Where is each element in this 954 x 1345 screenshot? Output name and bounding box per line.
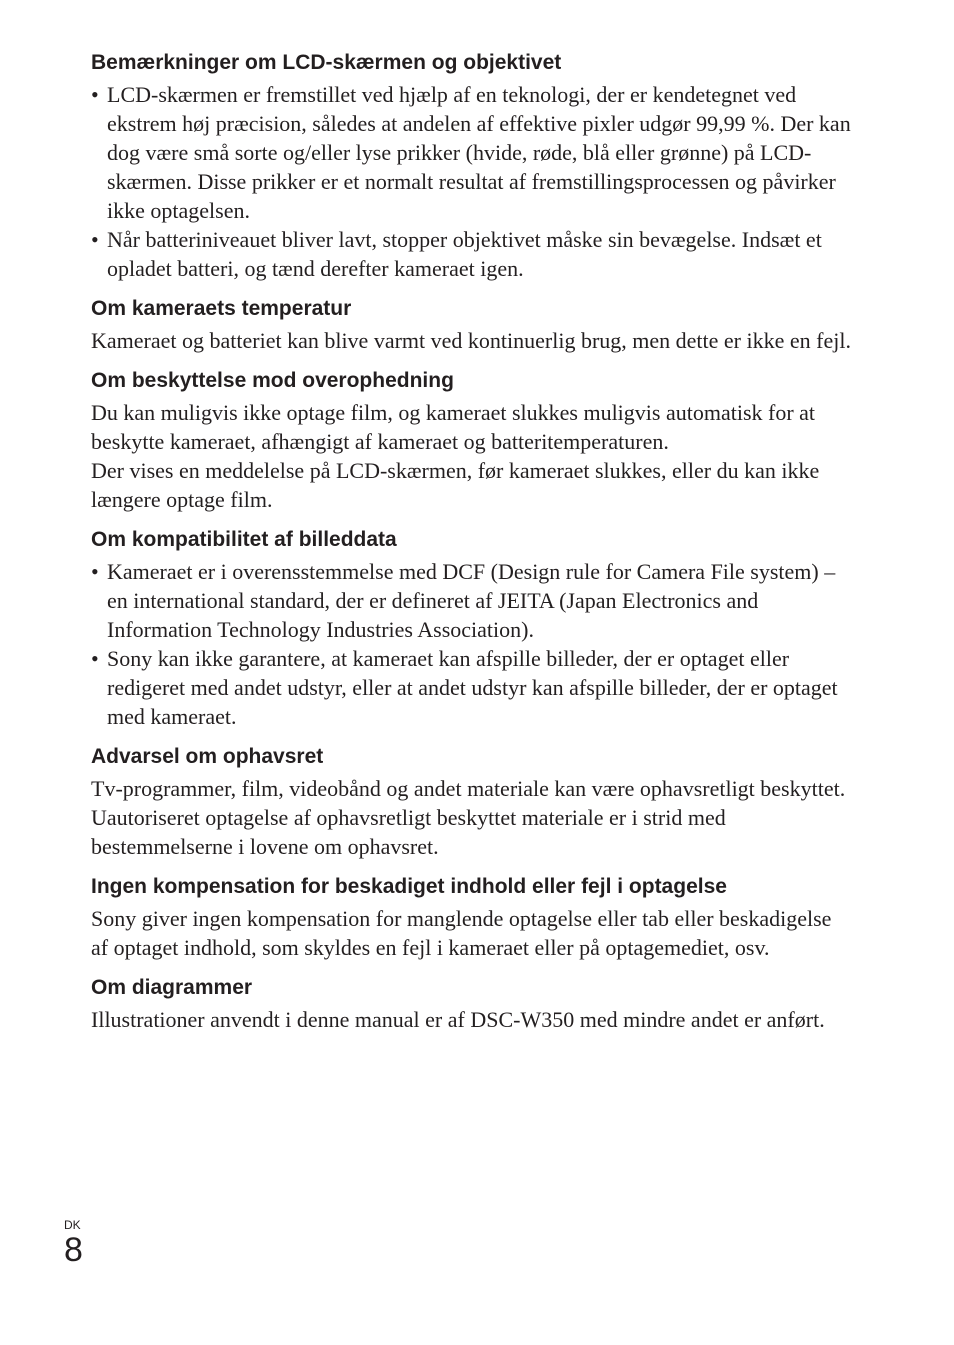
- bullet-list: [91, 80, 851, 283]
- paragraph: Der vises en meddelelse på LCD-skærmen, før kameraet slukkes, eller du kan ikke længere optage film.: [91, 458, 820, 512]
- page-number: 8: [64, 1231, 83, 1269]
- bullet-list: [91, 557, 851, 731]
- section-lcd-objektiv: [91, 50, 851, 283]
- section-heading: Om kameraets temperatur: [91, 297, 352, 320]
- page-footer: [64, 1218, 83, 1268]
- bullet-icon: •: [91, 82, 99, 107]
- section-heading: Om diagrammer: [91, 976, 253, 999]
- language-code: DK: [64, 1218, 81, 1232]
- section-overophedning: [91, 368, 851, 514]
- section-heading: Om beskyttelse mod overophedning: [91, 369, 454, 392]
- bullet-icon: •: [91, 646, 99, 671]
- paragraph: Du kan muligvis ikke optage film, og kameraet slukkes muligvis automatisk for at beskytte kameraet, afhængigt af kameraet og batteritemperaturen.: [91, 400, 816, 454]
- section-kompatibilitet: [91, 527, 851, 731]
- bullet-icon: •: [91, 559, 99, 584]
- paragraph: Illustrationer anvendt i denne manual er af DSC-W350 med mindre andet er anført.: [91, 1007, 825, 1032]
- page-content: [91, 50, 851, 1047]
- section-heading: Bemærkninger om LCD-skærmen og objektivet: [91, 51, 562, 74]
- list-item-text: Sony kan ikke garantere, at kameraet kan afspille billeder, der er optaget eller redigeret med andet udstyr, eller at andet udstyr kan afspille billeder, der er optaget med kameraet.: [107, 646, 838, 729]
- list-item: [91, 644, 851, 731]
- section-heading: Advarsel om ophavsret: [91, 745, 324, 768]
- list-item-text: Kameraet er i overensstemmelse med DCF (Design rule for Camera File system) – en international standard, der er defineret af JEITA (Japan Electronics and Information Technology Industries Association).: [107, 559, 836, 642]
- list-item: [91, 557, 851, 644]
- section-temperatur: [91, 296, 851, 355]
- section-ophavsret: [91, 744, 851, 861]
- paragraph: Tv-programmer, film, videobånd og andet materiale kan være ophavsretligt beskyttet. Uautoriseret optagelse af ophavsretligt beskyttet materiale er i strid med bestemmelserne i lovene om ophavsret.: [91, 776, 846, 859]
- section-kompensation: [91, 874, 851, 962]
- list-item-text: LCD-skærmen er fremstillet ved hjælp af en teknologi, der er kendetegnet ved ekstrem høj præcision, således at andelen af effektive pixler udgør 99,99 %. Der kan dog være små sorte og/eller lyse prikker (hvide, røde, blå eller grønne) på LCD-skærmen. Disse prikker er et normalt resultat af fremstillingsprocessen og påvirker ikke optagelsen.: [107, 82, 851, 223]
- paragraph: Sony giver ingen kompensation for manglende optagelse eller tab eller beskadigelse af optaget indhold, som skyldes en fejl i kameraet eller på optagemediet, osv.: [91, 906, 832, 960]
- section-heading: Om kompatibilitet af billeddata: [91, 528, 397, 551]
- section-diagrammer: [91, 975, 851, 1034]
- list-item: [91, 80, 851, 225]
- section-heading: Ingen kompensation for beskadiget indhold eller fejl i optagelse: [91, 875, 727, 898]
- list-item: [91, 225, 851, 283]
- list-item-text: Når batteriniveauet bliver lavt, stopper objektivet måske sin bevægelse. Indsæt et opladet batteri, og tænd derefter kameraet igen.: [107, 227, 822, 281]
- bullet-icon: •: [91, 227, 99, 252]
- paragraph: Kameraet og batteriet kan blive varmt ved kontinuerlig brug, men dette er ikke en fejl.: [91, 328, 851, 353]
